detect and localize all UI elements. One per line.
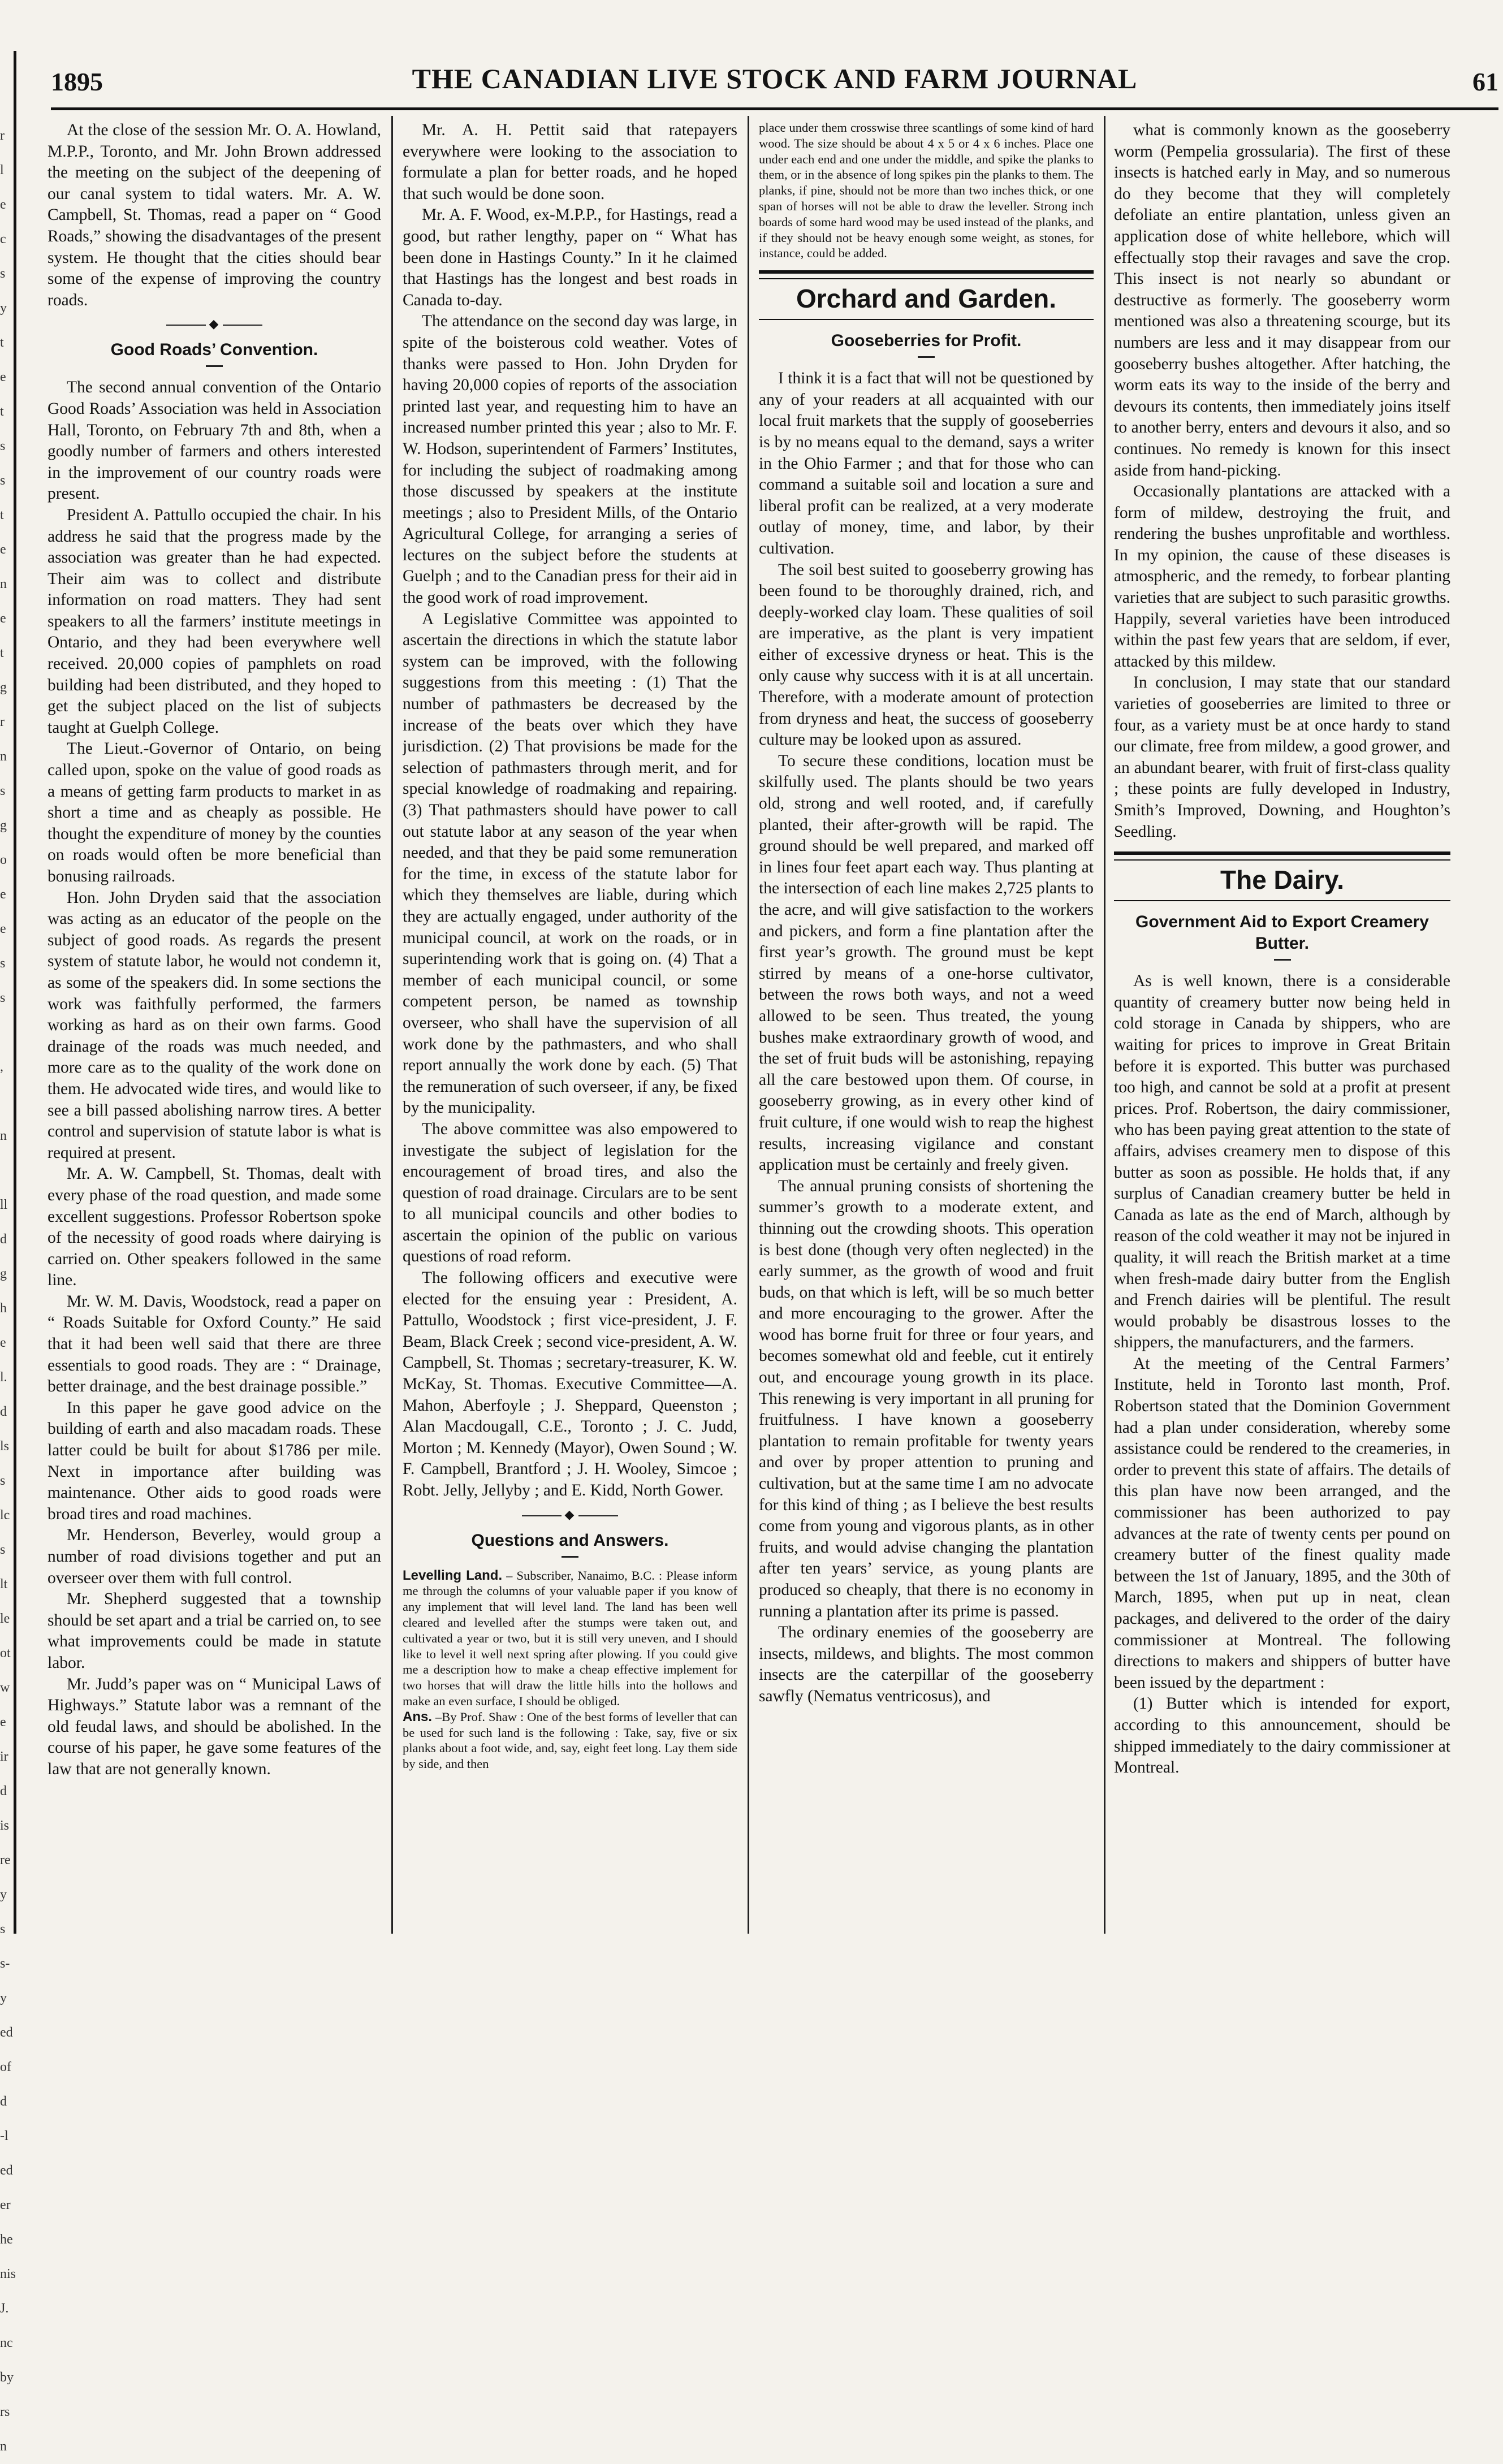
margin-bleed-fragment: s <box>0 1542 6 1557</box>
article-heading-gooseberries: Gooseberries for Profit. <box>831 331 1022 351</box>
margin-bleed-fragment: J. <box>0 2301 9 2316</box>
margin-bleed-fragment: is <box>0 1818 10 1833</box>
margin-bleed-fragment: y <box>0 301 7 315</box>
margin-bleed-fragment: er <box>0 2198 11 2212</box>
margin-bleed-fragment: lc <box>0 1508 10 1523</box>
margin-bleed-fragment: of <box>0 2060 11 2074</box>
qa-answer-continued: place under them crosswise three scantlings of some kind of hard wood. The size should be about 4 x 5 or 4 x 6 inches. Place one under each end and one under the middle, and spike the planks to them, or in the absence of long spikes pin the planks to them. The planks, if pine, should not be more than two inches thick, or one span of horses will not be able to draw the leveller. Strong inch boards of some hard wood may be used instead of the planks, and if they should not be heavy enough some weight, as stones, for instance, could be added. <box>759 120 1094 261</box>
article-paragraph: Mr. W. M. Davis, Woodstock, read a paper on “ Roads Suitable for Oxford County.” He said that it had been well said that there are three essentials to good roads. They are : “ Drainage, better drainage, and the best drainage possible.” <box>47 1292 381 1396</box>
margin-bleed-fragment: s <box>0 1922 6 1936</box>
column-rule <box>1104 116 1105 1934</box>
column-1 <box>47 120 381 1935</box>
margin-bleed-fragment: e <box>0 197 6 212</box>
margin-bleed-fragment: w <box>0 1680 10 1695</box>
margin-bleed-fragment: ed <box>0 2025 13 2040</box>
column-4 <box>1114 120 1450 1935</box>
margin-bleed-fragment: d <box>0 1784 7 1799</box>
masthead-title: THE CANADIAN LIVE STOCK AND FARM JOURNAL <box>412 63 1138 94</box>
margin-bleed-fragment: h <box>0 1301 7 1316</box>
margin-bleed-fragment: s <box>0 439 6 453</box>
article-paragraph: I think it is a fact that will not be questioned by any of your readers at all acquainted with our local fruit markets that the supply of gooseberries is by no means equal to the demand, says a writer in the Ohio Farmer ; and that for those who can command a suitable soil and location a sure and liberal profit can be realized, at a very moderate outlay of money, time, and labor, by their cultivation. <box>759 369 1094 557</box>
article-paragraph: The annual pruning consists of shortening the summer’s growth to a moderate extent, and thinning out the crowding shoots. This operation is best done (though very often neglected) in the early summer, as the growth of wood and fruit buds, on that which is left, will be so much better and more encouraging to the grower. After the wood has borne fruit for three or four years, and becomes somewhat old and feeble, cut it entirely out, and encourage young growth in its place. This renewing is very important in all pruning for fruitfulness. I have known a gooseberry plantation to remain profitable for twenty years and over by proper attention to pruning and cultivation, but at the same time I am no advocate for this kind of thing ; as I believe the best results come from young and vigorous plants, as in other fruits, and would advise changing the plantation after ten years’ service, as young plants are produced so cheaply, that there is no economy in running a plantation after its prime is passed. <box>759 1177 1094 1620</box>
article-paragraph: The second annual convention of the Ontario Good Roads’ Association was held in Association Hall, Toronto, on February 7th and 8th, when a goodly number of farmers and others interested in the improvement of our country roads were present. <box>47 378 381 503</box>
margin-bleed-fragment: d <box>0 1232 7 1247</box>
margin-bleed-fragment: he <box>0 2232 13 2247</box>
article-paragraph: Mr. A. F. Wood, ex-M.P.P., for Hastings, read a good, but rather lengthy, paper on “ What has been done in Hastings County.” In it he claimed that Hastings has the longest and best roads in Canada to-day. <box>403 206 737 309</box>
qa-answer <box>403 1709 737 1772</box>
margin-bleed-fragment: s <box>0 473 6 488</box>
article-paragraph: Mr. Judd’s paper was on “ Municipal Laws of Highways.” Statute labor was a remnant of the old feudal laws, and should be abolished. In the course of his paper, he gave some features of the law that are not generally known. <box>47 1675 381 1778</box>
margin-bleed-fragment: e <box>0 542 6 557</box>
article-paragraph: As is well known, there is a considerable quantity of creamery butter now being held in cold storage in Canada by shippers, who are waiting for prices to improve in Great Britain before it is exported. This butter was purchased too high, and cannot be sold at a profit at present prices. Prof. Robertson, the dairy commissioner, who has been paying great attention to the state of affairs, advises creamery men to dispose of this butter as soon as possible. He holds that, if any surplus of Canadian creamery butter be held in Canada as late as the end of March, although by reason of the cold weather it may not be injured in quality, it will reach the British market at a time when fresh-made dairy butter from the English and French dairies will be plentiful. The result would probably be disastrous losses to the shippers, the manufacturers, and the farmers. <box>1114 972 1450 1352</box>
article-paragraph: The ordinary enemies of the gooseberry are insects, mildews, and blights. The most common insects are the caterpillar of the gooseberry sawfly (Nematus ventricosus), and <box>759 1623 1094 1705</box>
article-paragraph: Mr. A. H. Pettit said that ratepayers everywhere were looking to the association to formulate a plan for better roads, and he hoped that such would be done soon. <box>403 121 737 203</box>
qa-answer-text: –By Prof. Shaw : One of the best forms of leveller that can be used for such land is the following : Take, say, five or six planks about a foot wide, and, say, eight feet long. Lay them side by side, and then <box>403 1709 737 1771</box>
margin-bleed-fragment: ed <box>0 2163 13 2178</box>
margin-bleed-fragment: s <box>0 956 6 971</box>
article-paragraph: In conclusion, I may state that our standard varieties of gooseberries are limited to three or four, as a variety must be at once hardy to stand our climate, free from mildew, a good grower, and an abundant bearer, with fruit of first-class quality ; these points are fully developed in Industry, Smith’s Improved, Downing, and Houghton’s Seedling. <box>1114 673 1450 841</box>
margin-bleed-fragment: -l <box>0 2129 8 2143</box>
margin-bleed-fragment: y <box>0 1887 7 1902</box>
margin-bleed-fragment: t <box>0 508 4 522</box>
margin-bleed-fragment: , <box>0 1060 3 1074</box>
margin-bleed-fragment <box>0 1084 12 1119</box>
margin-bleed-fragment: g <box>0 818 7 833</box>
article-paragraph: Mr. A. W. Campbell, St. Thomas, dealt with every phase of the road question, and made some excellent suggestions. Professor Robertson spoke of the necessity of good roads where dairying is carried on. Other speakers followed in the same line. <box>47 1165 381 1290</box>
margin-bleed-fragment: ll <box>0 1198 8 1212</box>
margin-bleed-fragment: y <box>0 1991 7 2005</box>
article-paragraph: To secure these conditions, location must be skilfully used. The plants should be two years old, strong and well rooted, and, if carefully planted, their after-growth will be rapid. The ground should be well prepared, and marked off in lines four feet apart each way. Thus planting at the intersection of each line makes 2,725 plants to the acre, and will give satisfaction to the workers and pickers, and form a fine plantation after the first year’s growth. The ground must be kept stirred by means of a one-horse cultivator, between the rows both ways, and not a weed allowed to be seen. Thus treated, the young bushes make extraordinary growth of wood, and the set of fruit buds will be astonishing, repaying all the care bestowed upon them. Of course, in gooseberry growing, as in every other kind of fruit culture, if one would wish to reap the highest results, increasing vigilance and constant application must be certainly and freely given. <box>759 751 1094 1174</box>
margin-bleed-fragment: e <box>0 370 6 384</box>
margin-bleed-fragment: s <box>0 1473 6 1488</box>
margin-bleed-fragment: lt <box>0 1577 8 1592</box>
margin-bleed-fragment: l <box>0 163 4 178</box>
article-paragraph: In this paper he gave good advice on the building of earth and also macadam roads. These latter could be built for about $1786 per mile. Next in importance after building was maintenance. Other aids to good roads were broad tires and road machines. <box>47 1398 381 1523</box>
article-paragraph: A Legislative Committee was appointed to ascertain the directions in which the statute labor system can be improved, with the following suggestions from this meeting : (1) That the number of pathmasters be decreased by the increase of the beats over which they have jurisdiction. (2) That provisions be made for the selection of pathmasters through merit, and for special knowledge of roadmaking and repairing. (3) That pathmasters should have power to call out statute labor at any season of the year when needed, and that they be paid some remuneration for the time, in excess of the statute labor for which they themselves are liable, during which they are actually engaged, under authority of the municipal council, at work on the roads, or in superintending work that is going on. (4) That a member of each municipal council, or some competent person, be named as township overseer, who shall have the supervision of all work done by the pathmasters, and who shall report annually the work done by each. (5) That the remuneration of such overseer, if any, be fixed by the municipality. <box>403 609 737 1117</box>
column-rule <box>391 116 393 1934</box>
margin-bleed-fragment: d <box>0 2094 7 2109</box>
margin-bleed-fragment: n <box>0 2439 7 2454</box>
article-paragraph: The Lieut.-Governor of Ontario, on being called upon, spoke on the value of good roads as a means of getting farm products to market in as short a time and as cheaply as possible. He thought the expenditure of money by the counties on roads would often be more beneficial than bonusing railroads. <box>47 740 381 885</box>
masthead-year: 1895 <box>51 67 103 96</box>
margin-bleed-fragment: r <box>0 715 5 729</box>
margin-bleed-fragment: e <box>0 1715 6 1730</box>
column-2 <box>403 120 737 1935</box>
department-title: The Dairy. <box>1114 859 1450 896</box>
margin-bleed-fragment: ir <box>0 1749 8 1764</box>
page-number: 61 <box>1472 67 1498 96</box>
margin-bleed-fragment: d <box>0 1404 7 1419</box>
margin-bleed-fragment: r <box>0 128 5 143</box>
masthead <box>51 54 1498 100</box>
margin-bleed-fragment: e <box>0 922 6 936</box>
margin-bleed-fragment: g <box>0 680 7 695</box>
margin-bleed-fragment: t <box>0 404 4 419</box>
heading-dash <box>918 356 935 358</box>
margin-bleed-fragment: s <box>0 266 6 281</box>
margin-bleed-fragment: s <box>0 991 6 1005</box>
article-paragraph: The following officers and executive were elected for the ensuing year : President, A. Pattullo, Woodstock ; first vice-president, J. F. Beam, Black Creek ; second vice-president, A. W. Campbell, St. Thomas ; secretary-treasurer, K. W. McKay, St. Thomas. Executive Committee—A. Mahon, Aberfoyle ; J. Sheppard, Queenston ; Alan Macdougall, C.E., Toronto ; J. C. Judd, Morton ; M. Kennedy (Mayor), Owen Sound ; W. F. Campbell, Brantford ; J. H. Wooley, Simcoe ; Robt. Jelly, Jellyby ; and E. Kidd, North Gower. <box>403 1269 737 1499</box>
article-paragraph: President A. Pattullo occupied the chair. In his address he said that the progress made by the association was greater than he had expected. Their aim was to collect and distribute information on road matters. They had sent speakers to all the farmers’ institute meetings in Ontario, and they had been everywhere well received. 20,000 copies of pamphlets on road building had been distributed, and they hoped to get the subject placed on the list of subjects taught at Guelph College. <box>47 505 381 737</box>
article-heading-good-roads: Good Roads’ Convention. <box>110 340 318 360</box>
margin-bleed-fragment: nc <box>0 2336 13 2350</box>
margin-bleed-fragment: ot <box>0 1646 11 1661</box>
margin-bleed-fragment: e <box>0 1335 6 1350</box>
margin-bleed-fragment: e <box>0 887 6 902</box>
margin-bleed-fragment: n <box>0 1129 7 1143</box>
margin-bleed-fragment: g <box>0 1266 7 1281</box>
column-3 <box>759 120 1094 1935</box>
article-paragraph: (1) Butter which is intended for export, according to this announcement, should be shipped immediately to the dairy commissioner at Montreal. <box>1114 1694 1450 1777</box>
qa-answer-label: Ans. <box>403 1709 433 1724</box>
margin-bleed-fragment: s <box>0 784 6 798</box>
column-rule <box>748 116 749 1934</box>
article-paragraph: At the close of the session Mr. O. A. Howland, M.P.P., Toronto, and Mr. John Brown addressed the meeting on the subject of the deepening of our canal system to tidal waters. Mr. A. W. Campbell, St. Thomas, read a paper on “ Good Roads,” showing the disadvantages of the present system. He thought that the cities should bear some of the expense of improving the country roads. <box>47 121 381 309</box>
margin-bleed-fragment <box>0 1015 12 1050</box>
heading-dash <box>562 1556 578 1558</box>
heading-dash <box>206 365 223 367</box>
margin-bleed-fragment: by <box>0 2370 14 2385</box>
heading-dash <box>1274 959 1291 961</box>
margin-bleed-fragment: n <box>0 749 7 764</box>
margin-bleed-fragment: l. <box>0 1370 7 1385</box>
article-paragraph: Occasionally plantations are attacked with a form of mildew, destroying the fruit, and rendering the bushes unprofitable and worthless. In my opinion, the cause of these diseases is atmospheric, and the remedy, to forbear planting varieties that are subject to such parasitic growths. Happily, several varieties have been introduced within the past few years that are seldom, if ever, attacked by this mildew. <box>1114 482 1450 671</box>
margin-bleed-fragment: t <box>0 335 4 350</box>
section-divider: ◆ <box>403 1507 737 1522</box>
article-paragraph: The soil best suited to gooseberry growing has been found to be thoroughly drained, rich, and deeply-worked clay loam. These qualities of soil are imperative, as the plant is very impatient either of excessive dryness or heat. This is the only cause why success with it is at all uncertain. Therefore, with a moderate amount of protection from dryness and heat, the success of gooseberry culture may be looked upon as assured. <box>759 560 1094 749</box>
margin-bleed-fragment: s- <box>0 1956 10 1971</box>
article-paragraph: At the meeting of the Central Farmers’ Institute, held in Toronto last month, Prof. Robertson stated that the Dominion Government had a plan under consideration, whereby some assistance could be rendered to the creameries, in order to prevent this state of affairs. The details of this plan have now been arranged, and the commissioner has been authorized to pay advances at the rate of twenty cents per pound on creamery butter of the finest quality made between the 1st of January, 1895, and the 30th of March, 1895, when put up in neat, clean packages, and delivered to the order of the dairy commissioner at Montreal. The following directions to makers and shippers of butter have been issued by the department : <box>1114 1354 1450 1692</box>
margin-bleed-fragment <box>0 1153 12 1188</box>
article-paragraph: what is commonly known as the gooseberry worm (Pempelia grossularia). The first of these insects is hatched early in May, and so numerous do they become that they will completely defoliate an entire plantation, unless given an application dose of white hellebore, which will effectually stop their ravages and save the crop. This insect is not nearly so abundant or destructive as formerly. The gooseberry worm mentioned was also a threatening scourge, but its numbers are less and it may disappear from our gooseberry bushes altogether. After hatching, the worm eats its way to the inside of the berry and devours its contents, then immediately joins itself to another berry, enters and devours it also, and so continues. No remedy is known for this insect aside from hand-picking. <box>1114 121 1450 479</box>
article-heading-dairy: Government Aid to Export Creamery Butter. <box>1135 913 1429 953</box>
article-paragraph: The above committee was also empowered to investigate the subject of legislation for the encouragement of broad tires, and also the question of road drainage. Circulars are to be sent to all municipal councils and other bodies to ascertain the opinion of the public on various questions of road reform. <box>403 1119 737 1266</box>
margin-bleed-fragment: c <box>0 232 6 247</box>
department-banner-orchard <box>759 270 1094 320</box>
masthead-rule <box>51 107 1498 110</box>
article-paragraph: Mr. Shepherd suggested that a township should be set apart and a trial be carried on, to see what improvements could be made in statute labor. <box>47 1590 381 1672</box>
margin-bleed-fragment: n <box>0 577 7 591</box>
article-paragraph: Hon. John Dryden said that the association was acting as an educator of the people on the subject of good roads. As regards the present system of statute labor, he would not condemn it, as some of the speakers did. In some sections the work was faithfully performed, the farmers working as hard as on their own farms. Good drainage of the roads was much needed, and more care as to the quality of the work done on them. He advocated wide tires, and would like to see a bill passed abolishing narrow tires. A better control and supervision of statute labor is what is required at present. <box>47 888 381 1162</box>
article-paragraph: The attendance on the second day was large, in spite of the boisterous cold weather. Votes of thanks were passed to Hon. John Dryden for having 20,000 copies of reports of the association printed last year, and requesting him to have an increased number printed this year ; also to Mr. F. W. Hodson, superintendent of Farmers’ Institutes, for including the subject of roadmaking among those discussed by speakers at the institute meetings ; also to President Mills, of the Ontario Agricultural College, for arranging a series of lectures on the subject before the students at Guelph ; and to the Canadian press for their aid in the good work of road improvement. <box>403 312 737 607</box>
qa-question-title: Levelling Land. <box>403 1567 503 1583</box>
article-heading-questions: Questions and Answers. <box>471 1531 669 1550</box>
page-spine-rule <box>14 51 16 1934</box>
margin-bleed-fragment: ls <box>0 1439 10 1454</box>
margin-bleed-fragment: o <box>0 853 7 867</box>
qa-question-text: – Subscriber, Nanaimo, B.C. : Please inform me through the columns of your valuable paper if you know of any implement that will level land. The land has been well cleared and levelled after the stumps were taken out, and cultivated a year or two, but it is still very uneven, and I should like to level it well next spring after plowing. If you could give me a description how to make a cheap effective implement for two horses that will draw the little hills into the hollows and make an even surface, I should be obliged. <box>403 1568 737 1708</box>
margin-bleed-fragment: nis <box>0 2267 16 2281</box>
department-banner-dairy <box>1114 851 1450 901</box>
margin-bleed-fragment: t <box>0 646 4 660</box>
article-paragraph: Mr. Henderson, Beverley, would group a number of road divisions together and put an overseer over them with full control. <box>47 1526 381 1587</box>
margin-bleed-fragment: le <box>0 1611 10 1626</box>
margin-bleed-fragment: e <box>0 611 6 626</box>
margin-bleed-fragment: re <box>0 1853 11 1868</box>
margin-bleed <box>0 119 16 2454</box>
qa-question <box>403 1568 737 1709</box>
margin-bleed-fragment: rs <box>0 2405 10 2419</box>
department-title: Orchard and Garden. <box>759 278 1094 314</box>
section-divider: ◆ <box>47 317 381 331</box>
